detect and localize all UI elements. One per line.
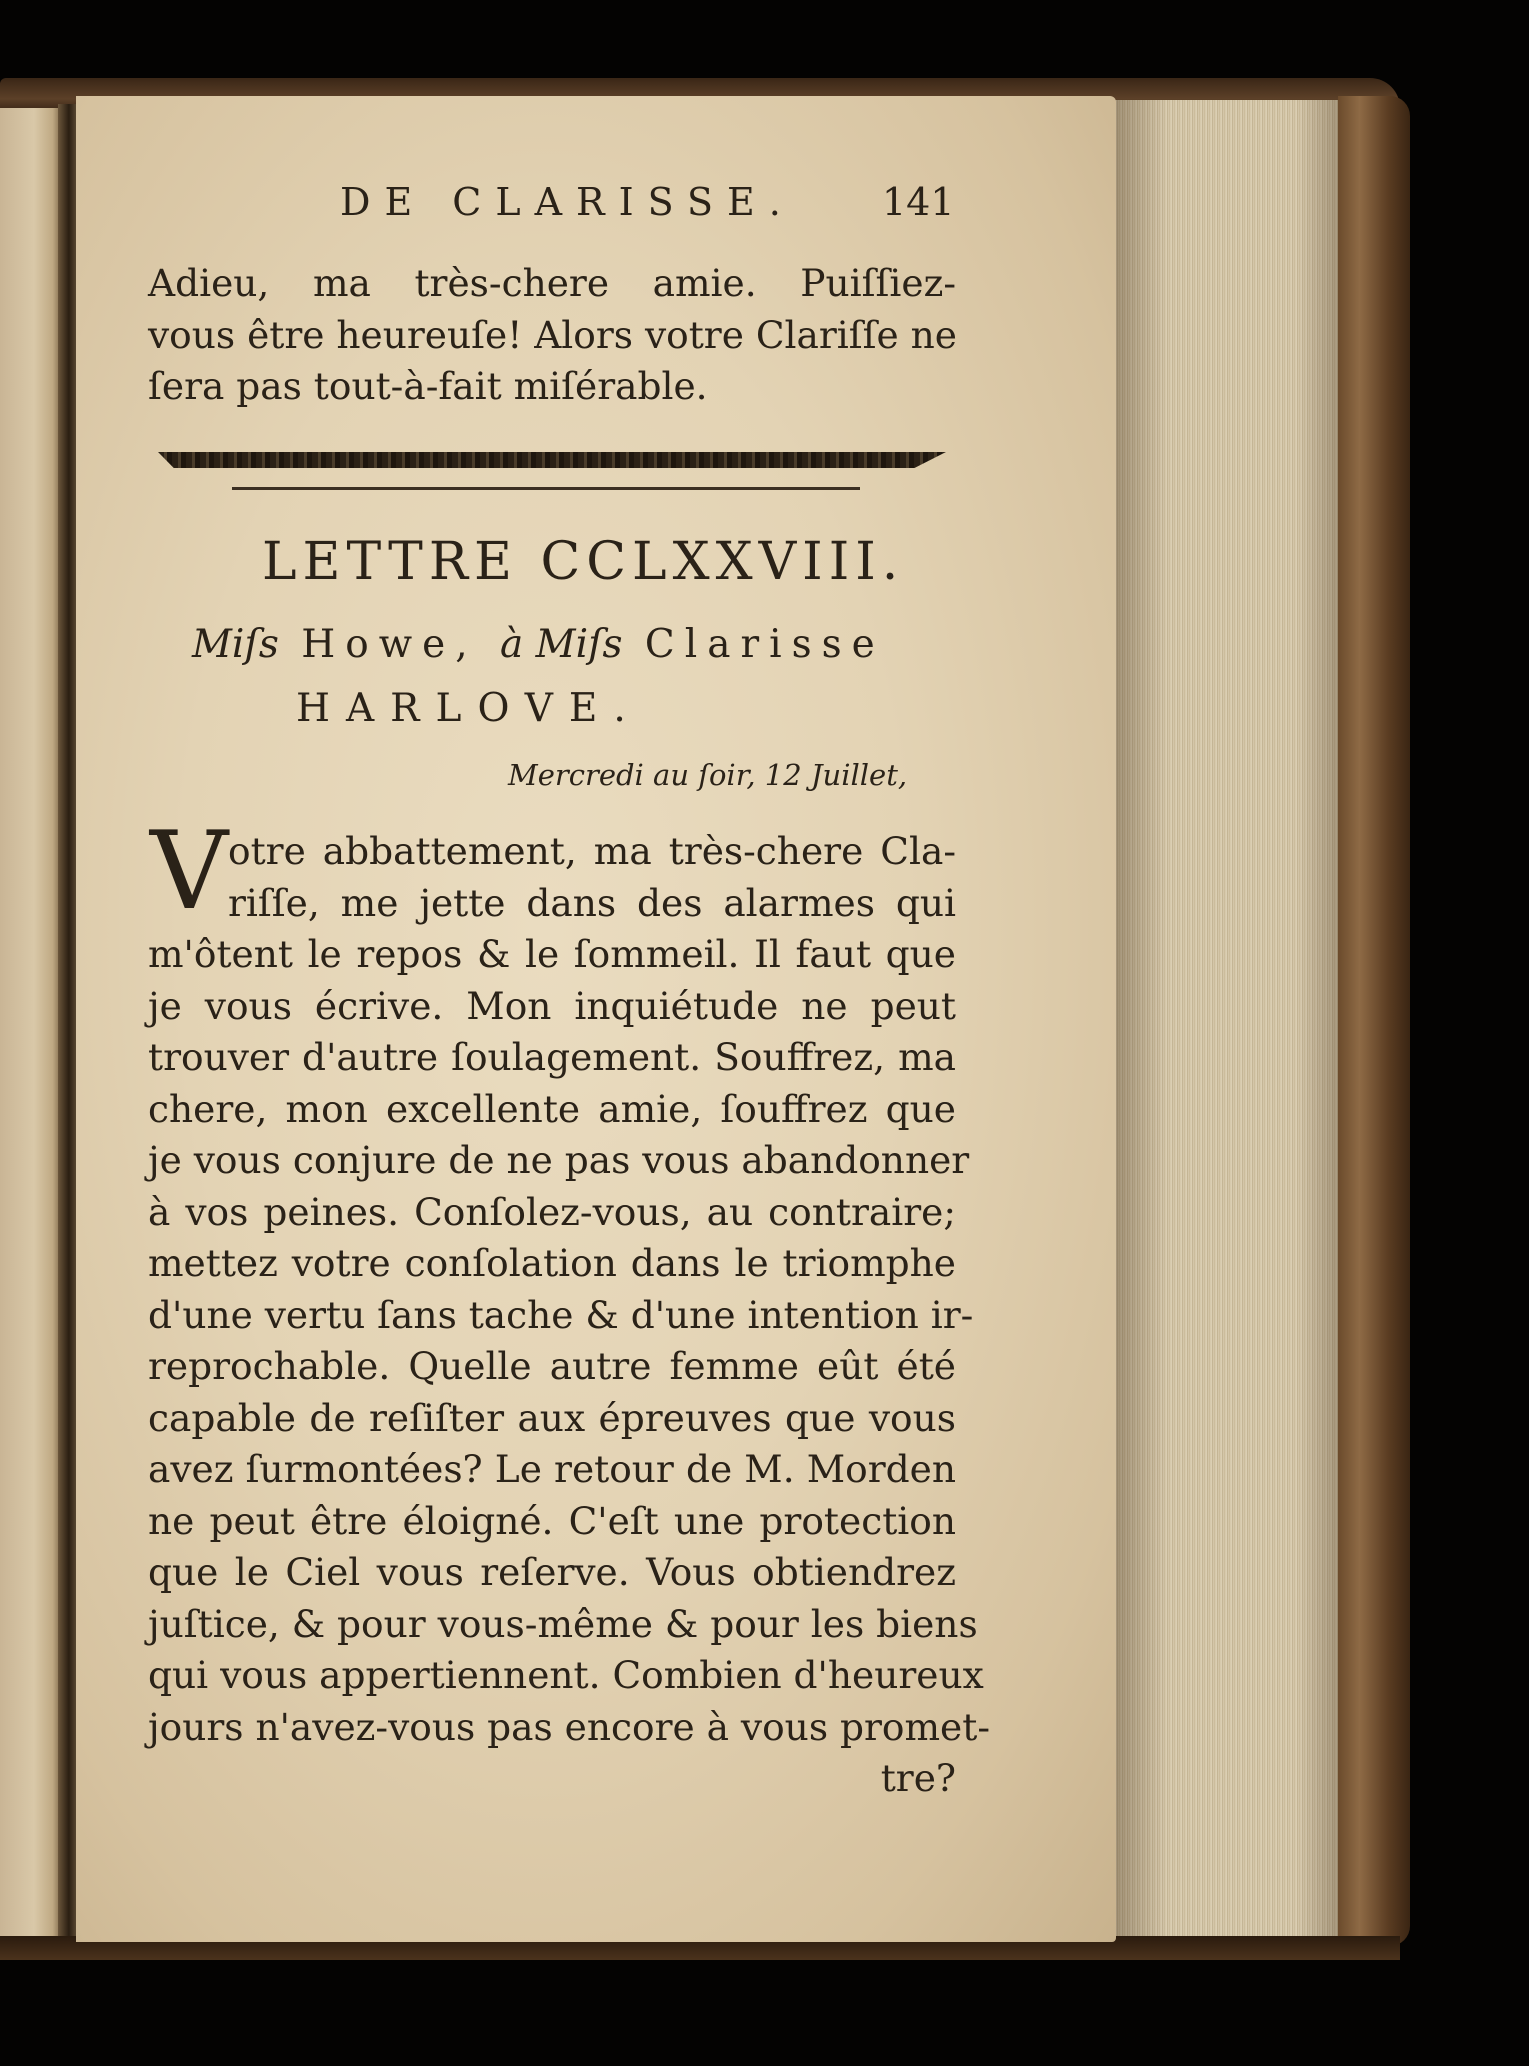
horizontal-rule — [232, 487, 860, 490]
drop-cap: V — [150, 809, 228, 934]
text-line: trouver d'autre ſoulagement. Souffrez, ma — [148, 1035, 956, 1079]
text-line: je vous conjure de ne pas vous abandonner — [148, 1138, 970, 1182]
letter-body — [148, 826, 990, 1805]
text-line: Adieu, ma très-chere amie. Puiſſiez- — [148, 261, 956, 305]
ornamental-band — [158, 452, 946, 468]
dateline: Mercredi au ſoir, 12 Juillet, — [508, 758, 908, 792]
text-line: ne peut être éloigné. C'eſt une protection — [148, 1498, 956, 1543]
page-number: 141 — [882, 180, 955, 224]
addressee-line-1 — [192, 622, 885, 667]
text-line: vous être heureuſe! Alors votre Clariſſe ne — [148, 312, 957, 357]
text-line: je vous écrive. Mon inquiétude ne peut — [148, 983, 956, 1028]
text-line: juſtice, & pour vous-même & pour les biens — [148, 1601, 978, 1646]
text-line: chere, mon excellente amie, ſouffrez que — [148, 1086, 956, 1131]
text-line: m'ôtent le repos & le ſommeil. Il faut que — [148, 932, 956, 976]
text-line: que le Ciel vous reſerve. Vous obtiendrez — [148, 1550, 956, 1594]
addressee-line-2: HARLOVE. — [296, 686, 642, 731]
text-line: reprochable. Quelle autre femme eût été — [148, 1344, 956, 1388]
addressee-sender: Howe, — [278, 622, 501, 667]
text-line: jours n'avez-vous pas encore à vous promet- — [148, 1704, 990, 1749]
addressee-recipient: Clarisse — [622, 622, 885, 667]
closing-paragraph — [148, 258, 956, 413]
addressee-preposition: à Miſs — [500, 622, 623, 667]
text-line: otre abbattement, ma très-chere Cla- — [228, 829, 956, 873]
letter-title: LETTRE CCLXXVIII. — [262, 532, 905, 592]
text-line: qui vous appertiennent. Combien d'heureux — [148, 1653, 984, 1697]
text-line: ſera pas tout-à-fait miſérable. — [148, 364, 708, 408]
page-block-shading — [1108, 100, 1344, 1940]
text-line: mettez votre conſolation dans le triomphe — [148, 1241, 956, 1285]
text-line: à vos peines. Conſolez-vous, au contraire; — [148, 1189, 956, 1234]
text-line: avez ſurmontées? Le retour de M. Morden — [148, 1447, 956, 1491]
text-line: d'une vertu ſans tache & d'une intention ir- — [148, 1292, 974, 1337]
left-page-edge — [0, 108, 62, 1938]
running-head: DE CLARISSE. — [340, 180, 795, 224]
text-line: capable de reſiſter aux épreuves que vous — [148, 1395, 956, 1440]
addressee-title: Miſs — [192, 622, 279, 667]
catchword: tre? — [880, 1756, 956, 1800]
text-line: riſſe, me jette dans des alarmes qui — [228, 880, 956, 925]
book-spine — [1338, 96, 1410, 1946]
